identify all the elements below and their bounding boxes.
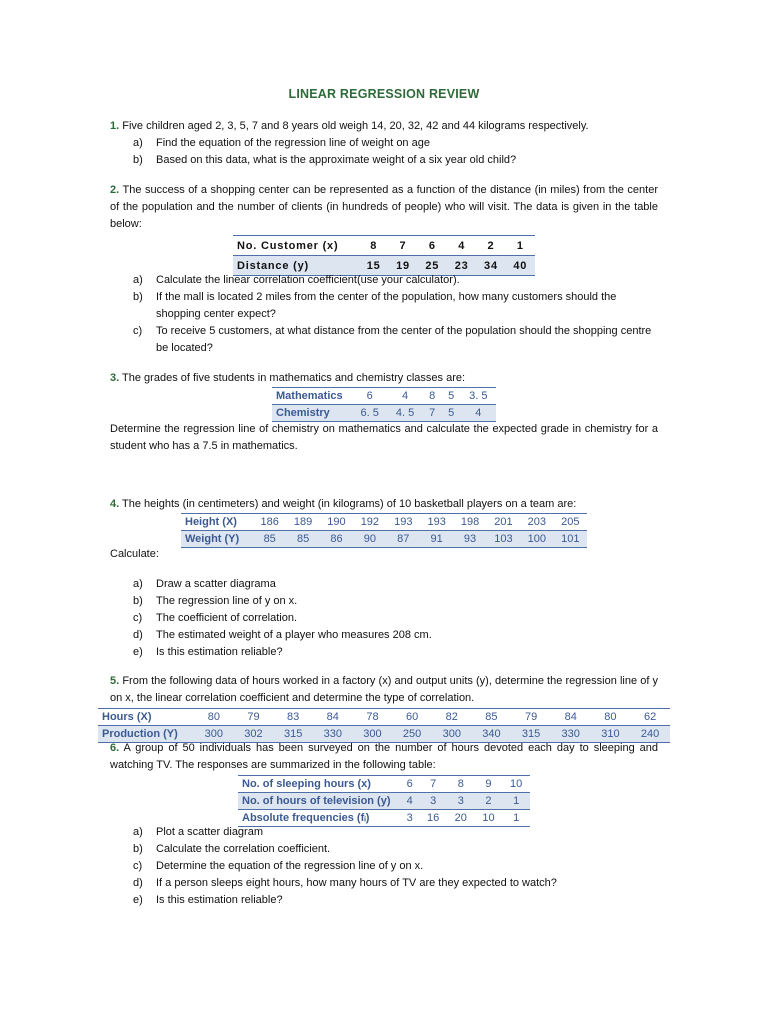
list-item: d) If a person sleeps eight hours, how many hours of TV are they expected to watch? — [133, 877, 557, 889]
question-text: The grades of five students in mathematics and chemistry classes are: — [122, 372, 466, 384]
table-row: Height (X) 186 189 190 192 193 193 198 201 203 205 — [181, 514, 587, 531]
table-row: Chemistry 6. 5 4. 5 7 5 4 — [272, 405, 496, 422]
height-weight-table — [181, 513, 587, 548]
list-item: c) The coefficient of correlation. — [133, 612, 298, 624]
question-2 — [110, 182, 658, 233]
table-row: No. of sleeping hours (x) 6 7 8 9 10 — [238, 776, 530, 793]
question-text: From the following data of hours worked in a factory (x) and output units (y), determine the regression line of y on x, the linear correlation coefficient and determine the type of correlation. — [110, 675, 658, 704]
question-3 — [110, 370, 658, 387]
list-item: d) The estimated weight of a player who measures 208 cm. — [133, 629, 432, 641]
calculate-label: Calculate: — [110, 548, 159, 560]
list-item: b) Based on this data, what is the approximate weight of a six year old child? — [133, 154, 517, 166]
table-row: No. Customer (x) 8 7 6 4 2 1 — [233, 236, 535, 256]
question-4-items — [133, 576, 653, 661]
row-header: Hours (X) — [102, 711, 152, 723]
question-number: 6. — [110, 742, 120, 754]
question-text: A group of 50 individuals has been surveyed on the number of hours devoted each day to sleeping and watching TV. The responses are summarized in the following table: — [110, 742, 658, 771]
table-row: Production (Y) 300 302 315 330 300 250 300 340 315 330 310 240 — [98, 726, 670, 743]
page-title: LINEAR REGRESSION REVIEW — [288, 87, 480, 101]
question-1-items — [133, 135, 653, 169]
question-6 — [110, 740, 658, 774]
list-item: b) Calculate the correlation coefficient. — [133, 843, 331, 855]
question-number: 5. — [110, 675, 120, 687]
question-number: 3. — [110, 372, 120, 384]
question-6-items — [133, 824, 653, 909]
row-header: No. of sleeping hours (x) — [242, 778, 371, 790]
question-number: 1. — [110, 120, 120, 132]
list-item: c) Determine the equation of the regression line of y on x. — [133, 860, 424, 872]
question-number: 4. — [110, 498, 120, 510]
table-row: No. of hours of television (y) 4 3 3 2 1 — [238, 793, 530, 810]
row-header: Mathematics — [276, 390, 343, 402]
row-header: Weight (Y) — [181, 531, 253, 548]
list-item: b) The regression line of y on x. — [133, 595, 298, 607]
list-item: a) Calculate the linear correlation coefficient(use your calculator). — [133, 274, 460, 286]
row-header: Height (X) — [185, 516, 237, 528]
question-2-items — [133, 272, 653, 357]
list-item: e) Is this estimation reliable? — [133, 894, 283, 906]
hours-production-table — [98, 708, 670, 743]
question-text: Five children aged 2, 3, 5, 7 and 8 years old weigh 14, 20, 32, 42 and 44 kilograms respectively. — [122, 120, 589, 132]
table-row: Hours (X) 80 79 83 84 78 60 82 85 79 84 80 62 — [98, 709, 670, 726]
table-row: Distance (y) 15 19 25 23 34 40 — [233, 256, 535, 276]
question-text: The heights (in centimeters) and weight (in kilograms) of 10 basketball players on a team are: — [122, 498, 577, 510]
sleep-tv-table — [238, 775, 530, 827]
question-5 — [110, 673, 658, 707]
question-number: 2. — [110, 184, 120, 196]
row-header: Absolute frequencies (fᵢ) — [242, 812, 370, 824]
row-header: No. of hours of television (y) — [238, 793, 400, 810]
row-header: Chemistry — [272, 405, 352, 422]
row-header: No. Customer (x) — [237, 239, 339, 252]
list-item: a) Plot a scatter diagram — [133, 826, 263, 838]
row-header: Production (Y) — [98, 726, 194, 743]
list-item: a) Draw a scatter diagrama — [133, 578, 276, 590]
table-row: Absolute frequencies (fᵢ) 3 16 20 10 1 — [238, 810, 530, 827]
list-item: a) Find the equation of the regression line of weight on age — [133, 137, 430, 149]
question-3-instruction: Determine the regression line of chemistry on mathematics and calculate the expected grade in chemistry for a student who has a 7.5 in mathematics. — [110, 423, 658, 452]
question-4 — [110, 496, 658, 513]
question-text: The success of a shopping center can be represented as a function of the distance (in miles) from the center of the population and the number of clients (in hundreds of people) who will visit. The data is given in the table below: — [110, 184, 658, 230]
list-item: e) Is this estimation reliable? — [133, 646, 283, 658]
row-header: Distance (y) — [233, 256, 359, 276]
table-row: Mathematics 6 4 8 5 3. 5 — [272, 388, 496, 405]
question-1 — [110, 118, 658, 135]
grades-table — [272, 387, 496, 422]
customer-distance-table — [233, 235, 535, 276]
table-row: Weight (Y) 85 85 86 90 87 91 93 103 100 101 — [181, 531, 587, 548]
list-item: c) To receive 5 customers, at what distance from the center of the population should the shopping centre be located? — [133, 325, 652, 354]
list-item: b) If the mall is located 2 miles from the center of the population, how many customers should the shopping center expect? — [133, 291, 617, 320]
